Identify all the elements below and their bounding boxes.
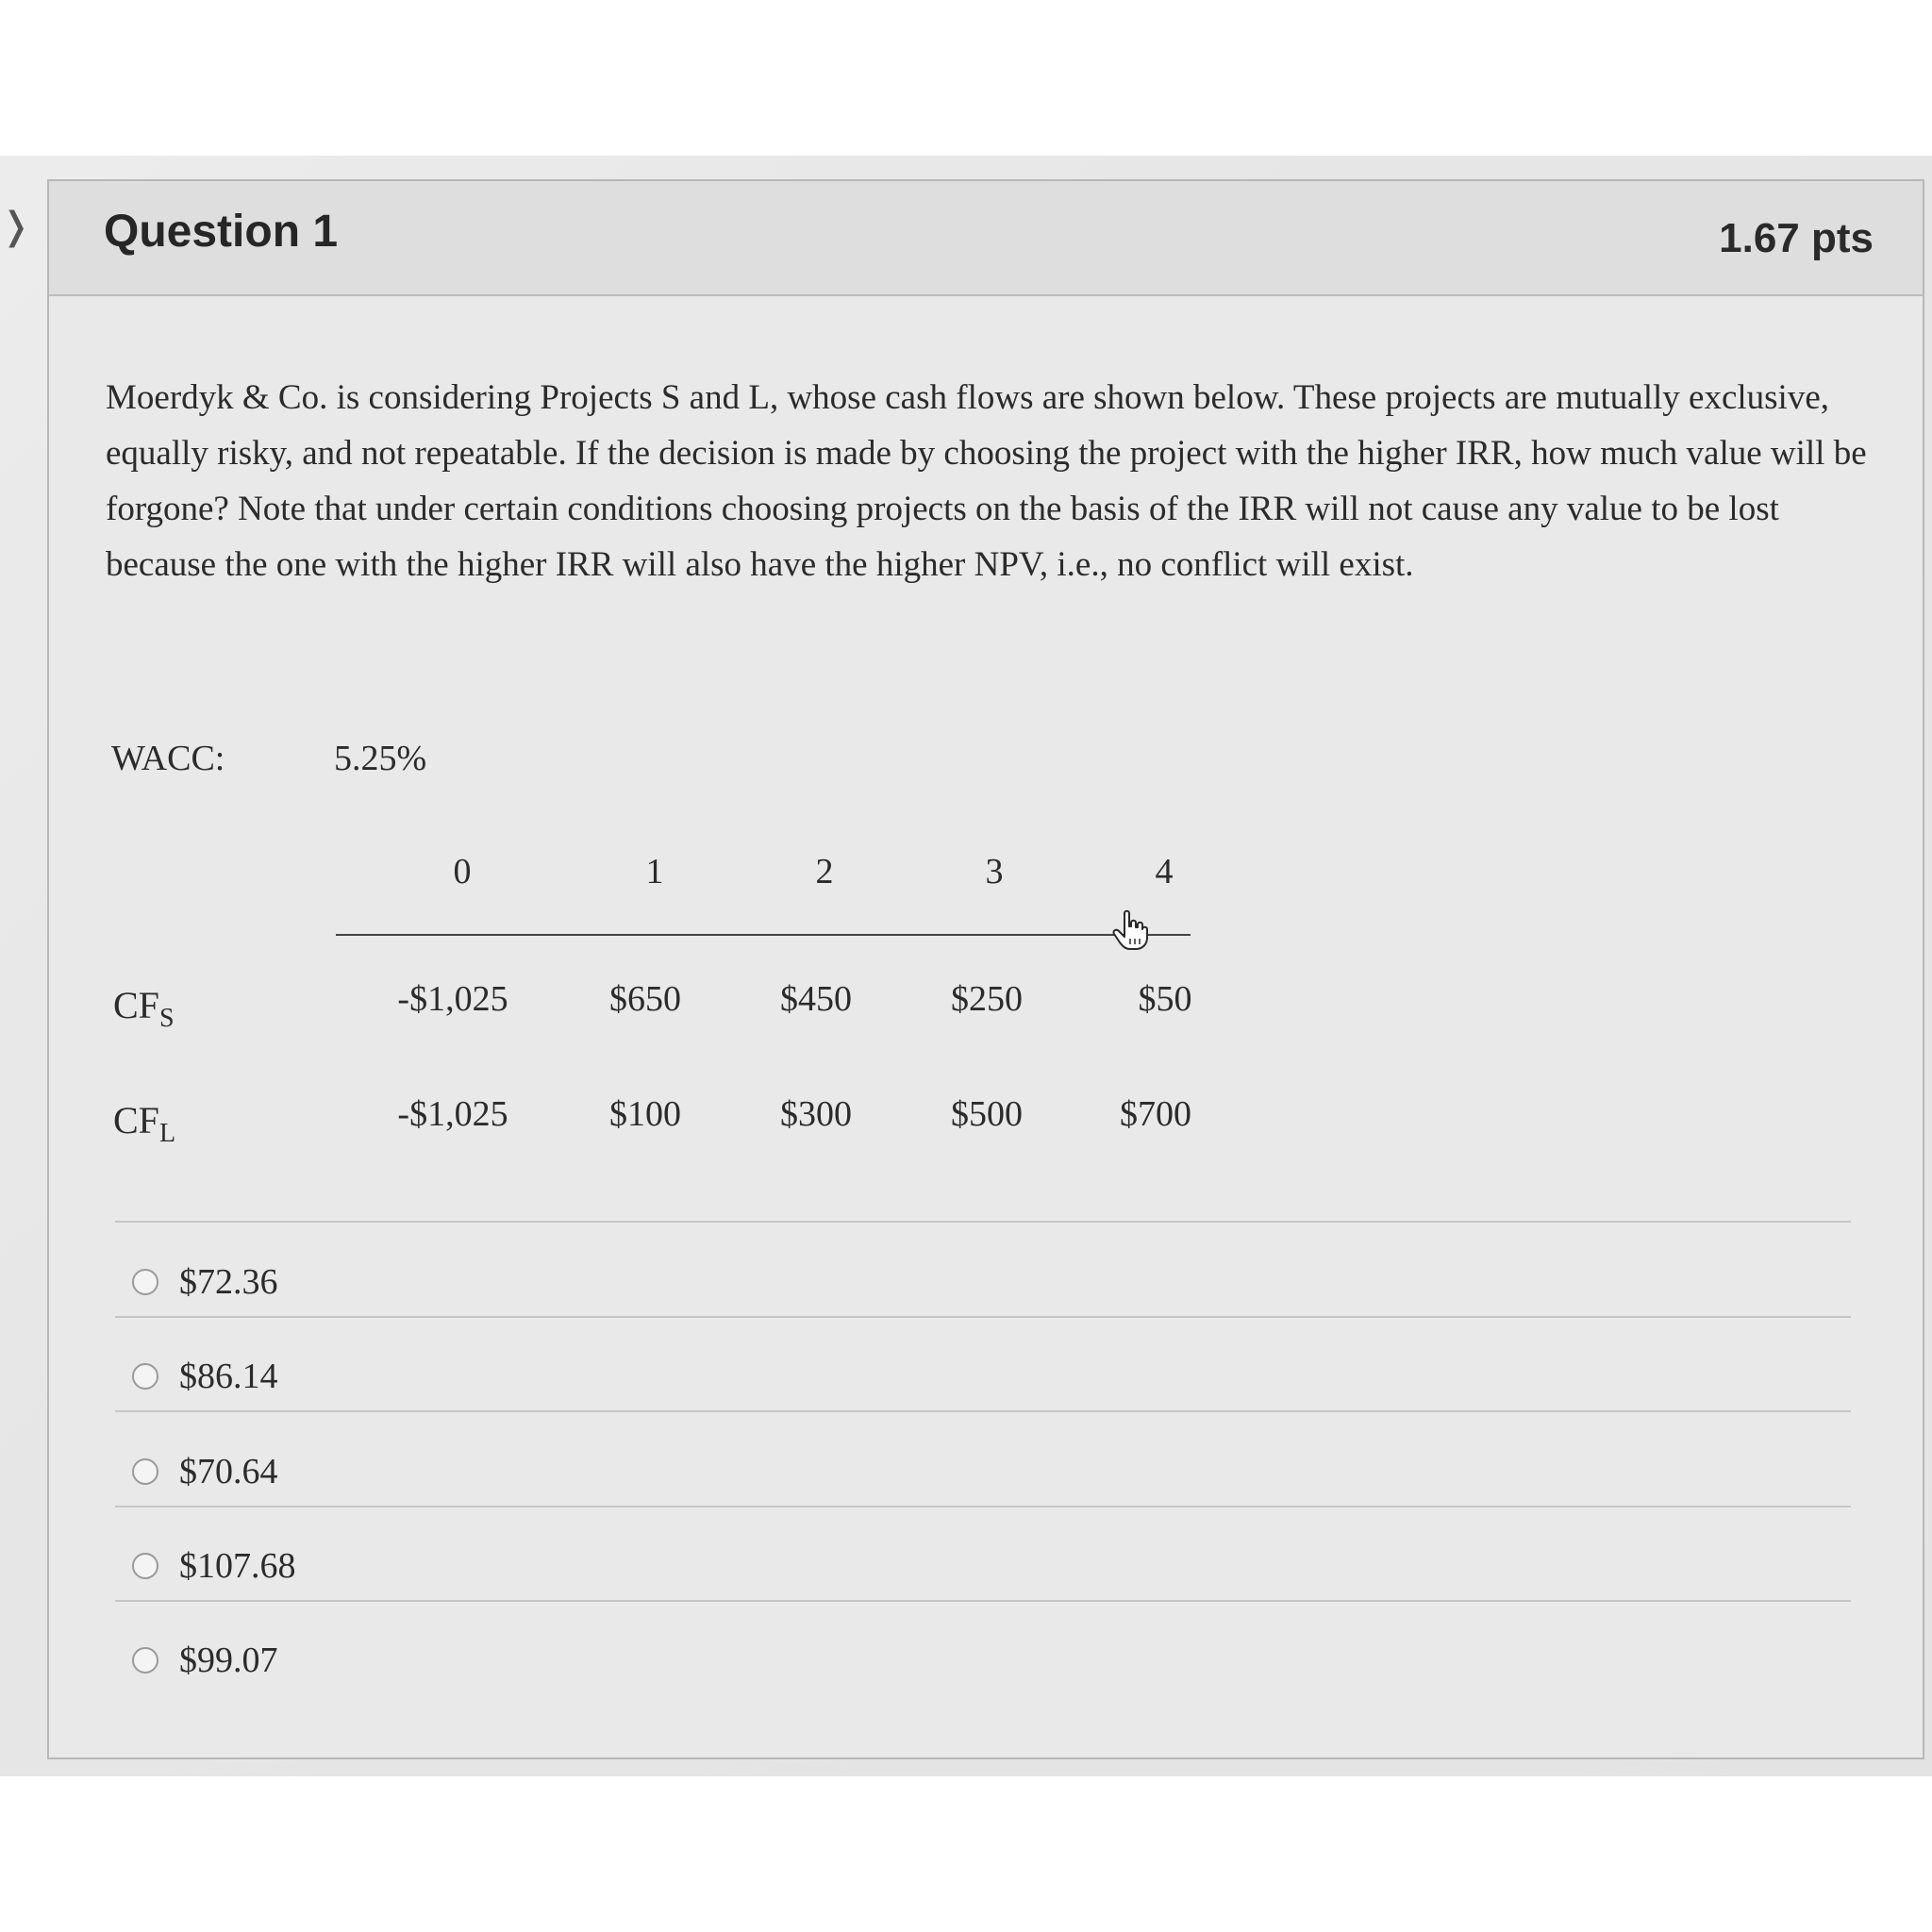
cf-s-value-3: $250 — [951, 979, 1023, 1019]
cf-l-value-4: $700 — [1120, 1094, 1191, 1134]
cf-l-value-3: $500 — [951, 1094, 1023, 1134]
radio-button[interactable] — [132, 1269, 158, 1295]
wacc-label: WACC: — [111, 739, 225, 778]
cf-l-value-1: $100 — [609, 1094, 681, 1134]
period-label-2: 2 — [815, 852, 834, 891]
answer-option-label: $107.68 — [179, 1546, 296, 1586]
radio-button[interactable] — [132, 1553, 158, 1579]
answer-option-1[interactable] — [132, 1258, 278, 1306]
answer-divider — [115, 1221, 1851, 1223]
cf-s-label: $CF_S$ — [113, 984, 175, 1033]
timeline-line — [336, 934, 1191, 936]
cf-l-label: $CF_L$ — [113, 1099, 176, 1148]
answer-option-2[interactable] — [132, 1353, 278, 1400]
answer-divider — [115, 1600, 1851, 1602]
radio-button[interactable] — [132, 1458, 158, 1485]
question-card — [47, 179, 1924, 1759]
radio-button[interactable] — [132, 1363, 158, 1390]
question-points: 1.67 pts — [1719, 215, 1874, 261]
radio-button[interactable] — [132, 1647, 158, 1674]
cf-l-value-2: $300 — [780, 1094, 852, 1134]
chevron-left-icon[interactable]: ❭ — [0, 205, 32, 248]
period-label-1: 1 — [645, 852, 664, 891]
hand-pointer-icon — [1111, 909, 1149, 951]
cf-s-value-1: $650 — [609, 979, 681, 1019]
wacc-value: 5.25% — [334, 739, 427, 778]
answer-option-label: $72.36 — [179, 1262, 278, 1302]
answer-option-label: $70.64 — [179, 1452, 278, 1491]
question-header — [49, 181, 1923, 296]
answer-divider — [115, 1506, 1851, 1507]
answer-option-5[interactable] — [132, 1637, 278, 1684]
period-label-3: 3 — [985, 852, 1004, 891]
answer-divider — [115, 1316, 1851, 1318]
cf-s-value-2: $450 — [780, 979, 852, 1019]
answer-option-3[interactable] — [132, 1448, 278, 1495]
cf-s-value-0: -$1,025 — [397, 979, 508, 1019]
answer-option-label: $86.14 — [179, 1357, 278, 1396]
period-label-0: 0 — [453, 852, 472, 891]
period-label-4: 4 — [1155, 852, 1174, 891]
question-text: Moerdyk & Co. is considering Projects S and L, whose cash flows are shown below. These projects are mutually exclusive, equally risky, and not repeatable. If the decision is made by choosing the project with the higher IRR, how much value will be forgone? Note that under certain conditions choosing projects on the basis of the IRR will not cause any value to be lost because the one with the higher IRR will also have the higher NPV, i.e., no conflict will exist. — [106, 378, 1867, 584]
answer-divider — [115, 1410, 1851, 1412]
answer-option-4[interactable] — [132, 1542, 296, 1590]
cf-l-value-0: -$1,025 — [397, 1094, 508, 1134]
cf-s-value-4: $50 — [1138, 979, 1192, 1019]
question-title: Question 1 — [104, 207, 339, 257]
answer-option-label: $99.07 — [179, 1641, 278, 1680]
